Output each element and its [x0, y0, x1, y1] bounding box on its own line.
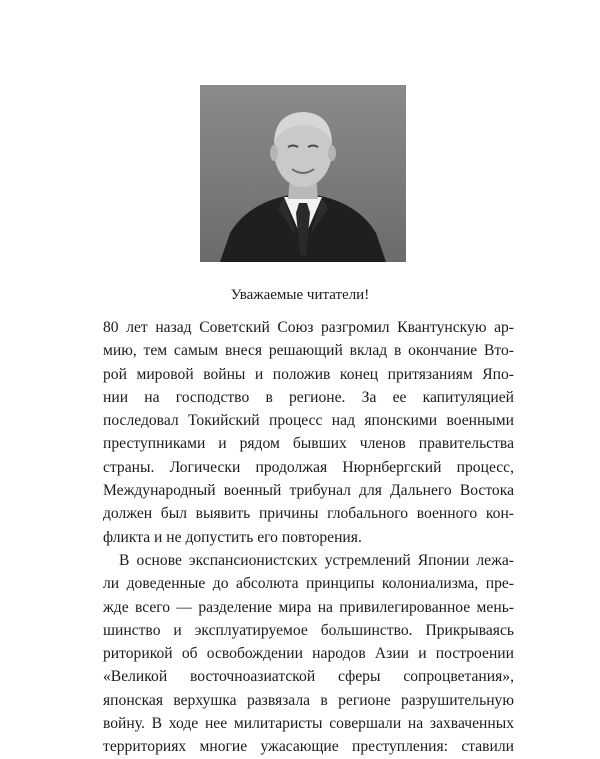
text-line: должен был выявить причины глобального военного кон- — [103, 505, 514, 523]
text-line: Международный военный трибунал для Дальнего Востока — [103, 482, 514, 500]
text-line: мию, тем самым внеся решающий вклад в окончание Вто- — [103, 342, 514, 360]
text-line: ли доведенные до абсолюта принципы колониализма, пре- — [103, 575, 514, 593]
text-line: «Великой восточноазиатской сферы сопроцветания», — [103, 668, 514, 686]
text-line: жде всего — разделение мира на привилегированное мень- — [103, 598, 514, 616]
text-line: рой мировой войны и положив конец притязаниям Япо- — [103, 365, 514, 383]
text-line: войну. В ходе нее милитаристы совершали на захваченных — [103, 715, 514, 733]
text-line: территориях многие ужасающие преступления: ставили — [103, 738, 514, 756]
letter-body — [103, 316, 514, 759]
paragraph-2 — [103, 549, 514, 759]
text-line: страны. Логически продолжая Нюрнбергский процесс, — [103, 458, 514, 476]
salutation-heading: Уважаемые читатели! — [230, 287, 370, 303]
text-line: риторикой об освобождении народов Азии и построении — [103, 645, 514, 663]
text-line: японская верхушка развязала в регионе разрушительную — [103, 691, 514, 709]
text-line: 80 лет назад Советский Союз разгромил Квантунскую ар- — [103, 319, 514, 336]
text-line: последовал Токийский процесс над японскими военными — [103, 412, 514, 430]
text-line: фликта и не допустить его повторения. — [103, 528, 362, 546]
text-line: преступниками и рядом бывших членов правительства — [103, 435, 514, 453]
paragraph-1 — [103, 316, 514, 549]
author-portrait-photo — [200, 85, 406, 262]
portrait-illustration — [200, 85, 406, 262]
text-line: нии на господство в регионе. За ее капитуляцией — [103, 388, 514, 406]
text-line: шинство и эксплуатируемое большинство. Прикрываясь — [103, 621, 514, 639]
text-line: В основе экспансионистских устремлений Японии лежа- — [119, 551, 514, 569]
